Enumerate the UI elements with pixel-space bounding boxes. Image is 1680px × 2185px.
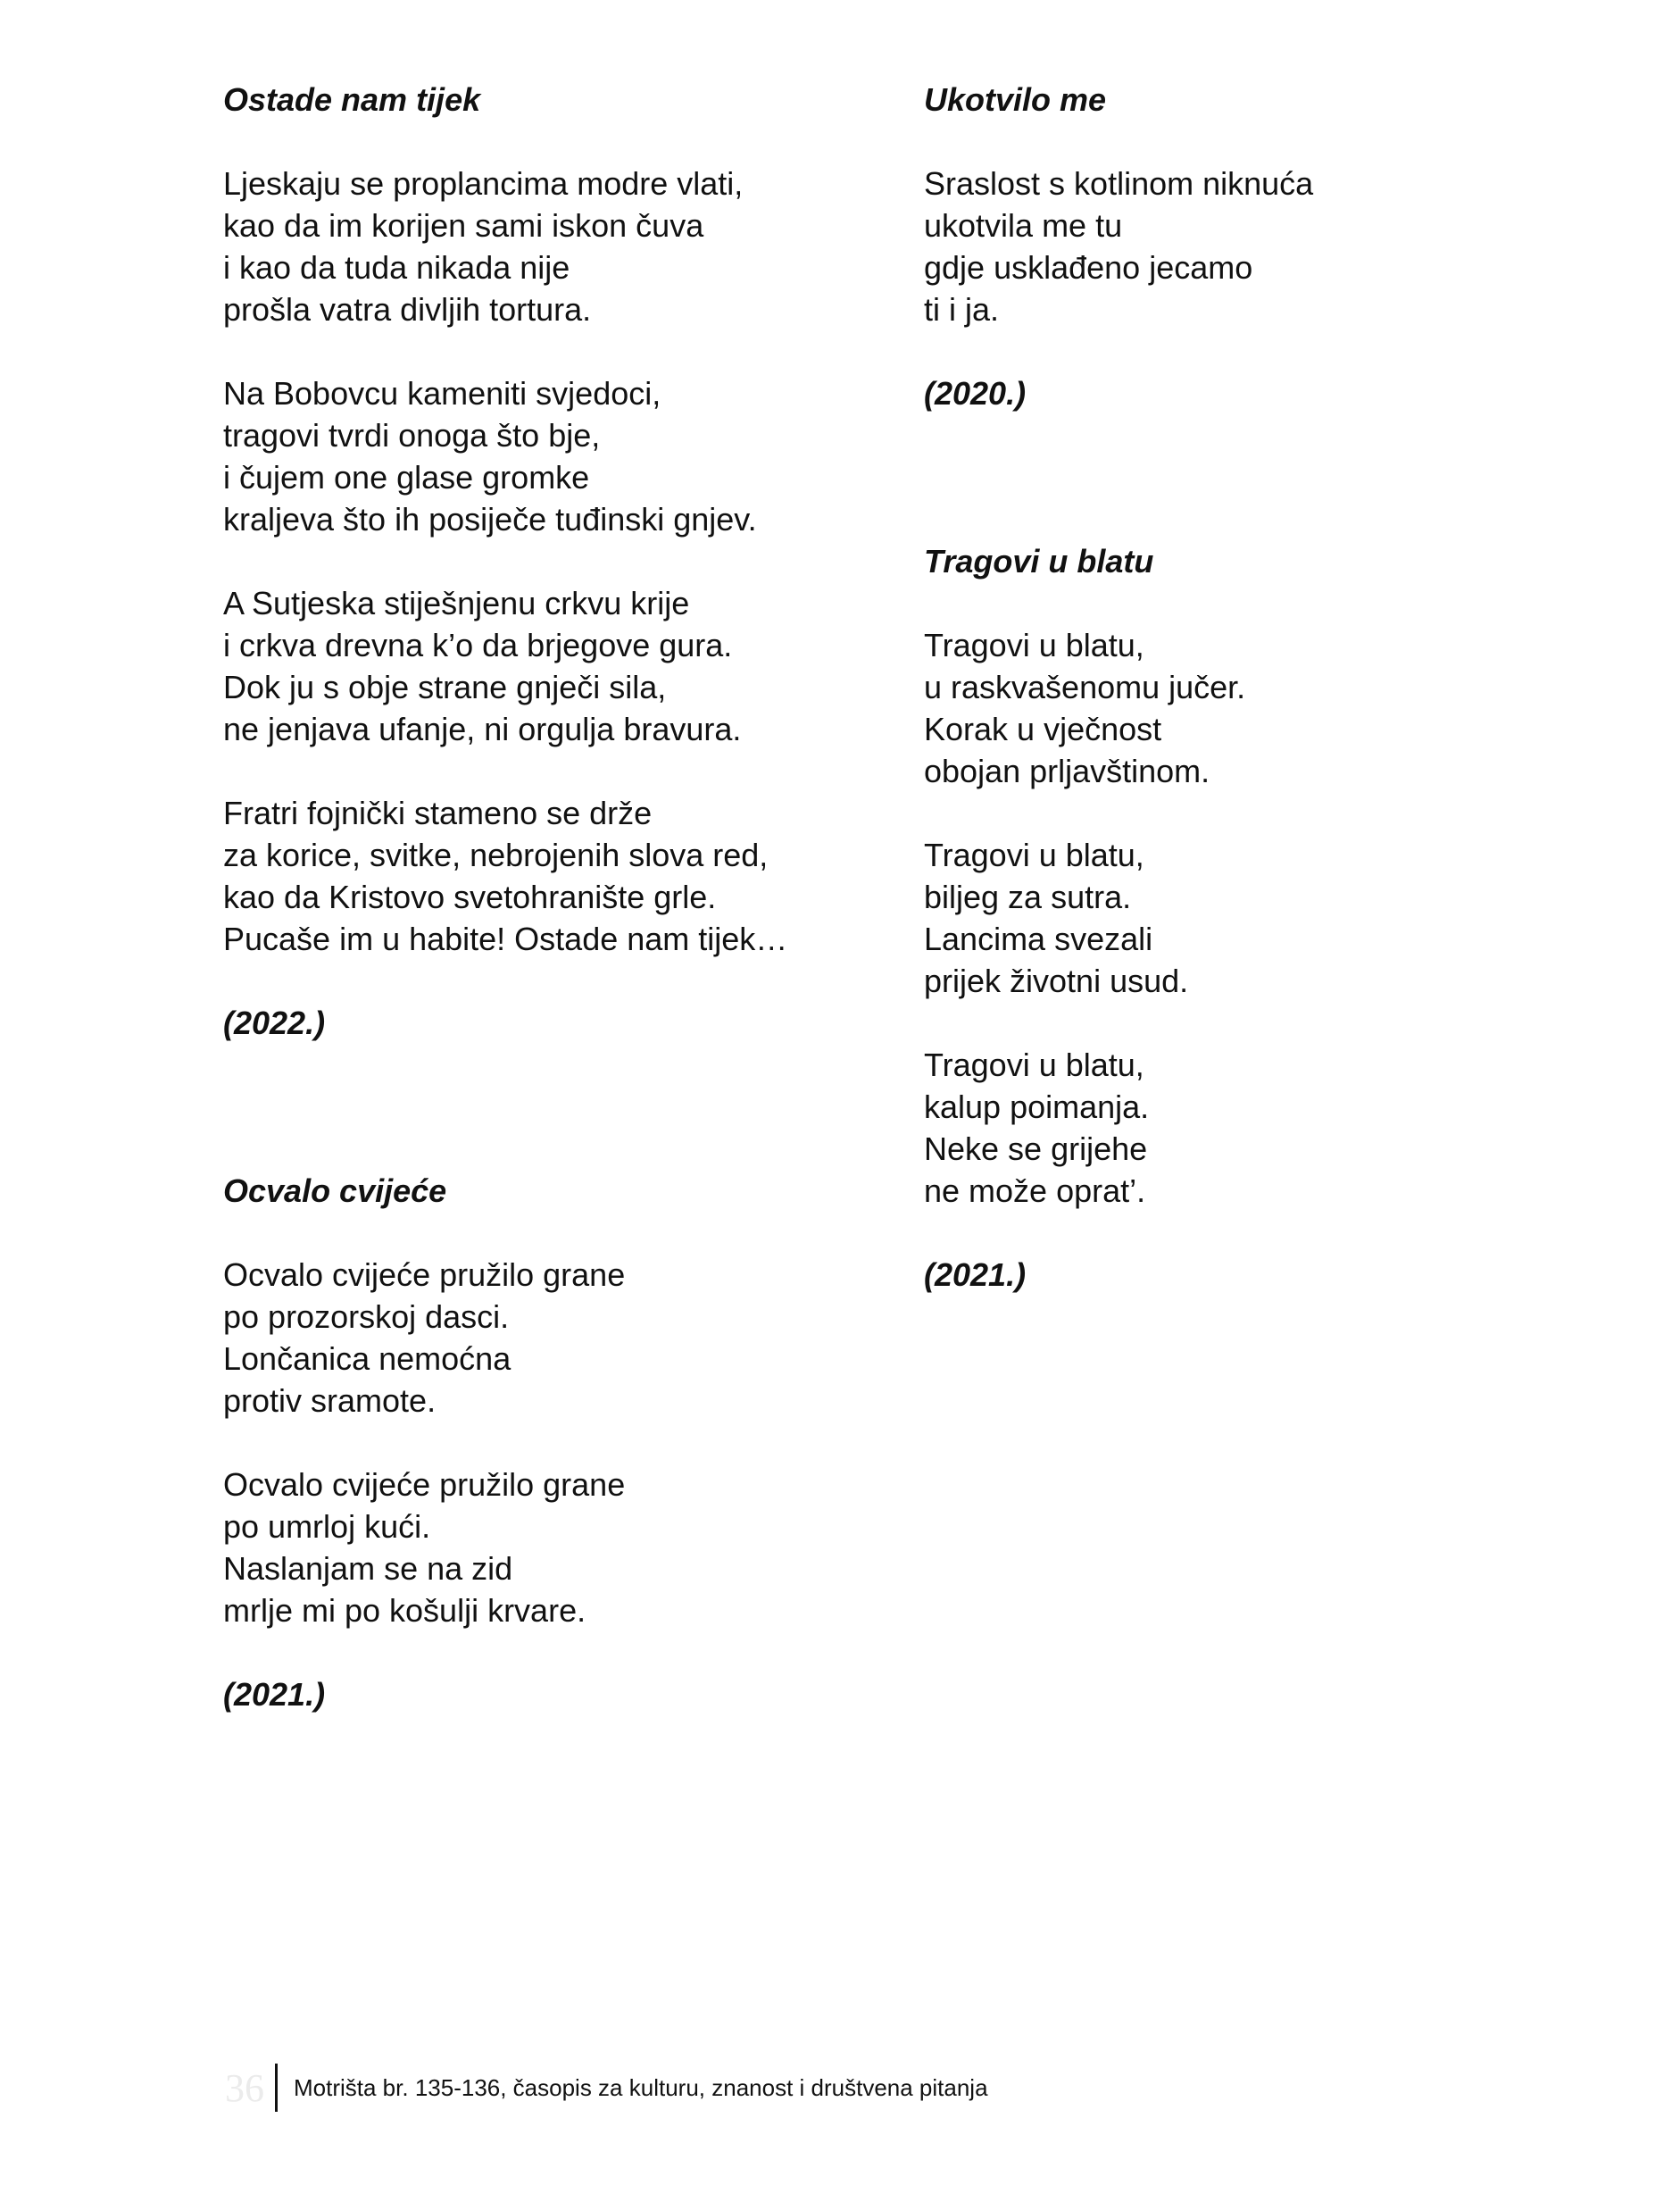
verse-line: Naslanjam se na zid (223, 1550, 513, 1587)
verse-line: po umrloj kući. (223, 1508, 431, 1545)
poem (924, 79, 1584, 414)
poem (223, 79, 884, 1044)
left-column (223, 79, 884, 1715)
stanza (223, 372, 884, 540)
verse-line: u raskvašenomu jučer. (924, 669, 1246, 705)
verse-line: mrlje mi po košulji krvare. (223, 1592, 586, 1629)
verse-line: Neke se grijehe (924, 1130, 1148, 1167)
stanza (223, 163, 884, 330)
right-column (924, 79, 1584, 1296)
verse-line: biljeg za sutra. (924, 879, 1132, 915)
verse-line: Tragovi u blatu, (924, 837, 1144, 873)
poem (223, 1170, 884, 1715)
verse-line: Ocvalo cvijeće pružilo grane (223, 1466, 626, 1503)
stanza (223, 582, 884, 750)
poem-year: (2022.) (223, 1005, 326, 1041)
page-footer (214, 2063, 988, 2113)
verse-line: po prozorskoj dasci. (223, 1298, 510, 1335)
verse-line: prošla vatra divljih tortura. (223, 291, 592, 328)
verse-line: obojan prljavštinom. (924, 753, 1210, 789)
verse-line: kao da Kristovo svetohranište grle. (223, 879, 717, 915)
verse-line: Lončanica nemoćna (223, 1340, 511, 1377)
poem-title: Ukotvilo me (924, 81, 1107, 118)
page-number: 36 (225, 2065, 264, 2110)
poem-title: Tragovi u blatu (924, 543, 1154, 580)
verse-line: ne može oprat’. (924, 1172, 1146, 1209)
verse-line: Fratri fojnički stameno se drže (223, 795, 653, 831)
verse-line: A Sutjeska stiješnjenu crkvu krije (223, 585, 690, 621)
verse-line: ukotvila me tu (924, 207, 1123, 244)
verse-line: Pucaše im u habite! Ostade nam tijek… (223, 921, 788, 957)
verse-line: i čujem one glase gromke (223, 459, 590, 496)
poem-title: Ocvalo cvijeće (223, 1172, 447, 1209)
verse-line: kalup poimanja. (924, 1088, 1150, 1125)
footer-divider (275, 2064, 278, 2112)
stanza (924, 834, 1584, 1002)
verse-line: Ocvalo cvijeće pružilo grane (223, 1256, 626, 1293)
stanza (223, 792, 884, 960)
poem-title: Ostade nam tijek (223, 81, 481, 118)
poem-year: (2021.) (924, 1256, 1027, 1293)
stanza (924, 163, 1584, 330)
verse-line: Korak u vječnost (924, 711, 1162, 747)
verse-line: prijek životni usud. (924, 963, 1189, 999)
verse-line: Tragovi u blatu, (924, 627, 1144, 663)
poem-year: (2020.) (924, 375, 1027, 412)
stanza (924, 1044, 1584, 1212)
verse-line: Sraslost s kotlinom niknuća (924, 165, 1314, 202)
verse-line: Dok ju s obje strane gnječi sila, (223, 669, 667, 705)
verse-line: ti i ja. (924, 291, 1000, 328)
verse-line: kao da im korijen sami iskon čuva (223, 207, 704, 244)
verse-line: i kao da tuda nikada nije (223, 249, 570, 286)
verse-line: Lancima svezali (924, 921, 1153, 957)
stanza (924, 624, 1584, 792)
verse-line: gdje usklađeno jecamo (924, 249, 1253, 286)
poem (924, 540, 1584, 1296)
verse-line: za korice, svitke, nebrojenih slova red, (223, 837, 769, 873)
verse-line: protiv sramote. (223, 1382, 437, 1419)
verse-line: Ljeskaju se proplancima modre vlati, (223, 165, 744, 202)
verse-line: ne jenjava ufanje, ni orgulja bravura. (223, 711, 742, 747)
poem-year: (2021.) (223, 1676, 326, 1713)
verse-line: Na Bobovcu kameniti svjedoci, (223, 375, 661, 412)
verse-line: i crkva drevna k’o da brjegove gura. (223, 627, 733, 663)
stanza (223, 1464, 884, 1631)
verse-line: Tragovi u blatu, (924, 1047, 1144, 1083)
verse-line: kraljeva što ih posiječe tuđinski gnjev. (223, 501, 757, 538)
verse-line: tragovi tvrdi onoga što bje, (223, 417, 601, 454)
journal-citation: Motrišta br. 135-136, časopis za kulturu, znanost i društvena pitanja (294, 2073, 988, 2101)
stanza (223, 1254, 884, 1422)
